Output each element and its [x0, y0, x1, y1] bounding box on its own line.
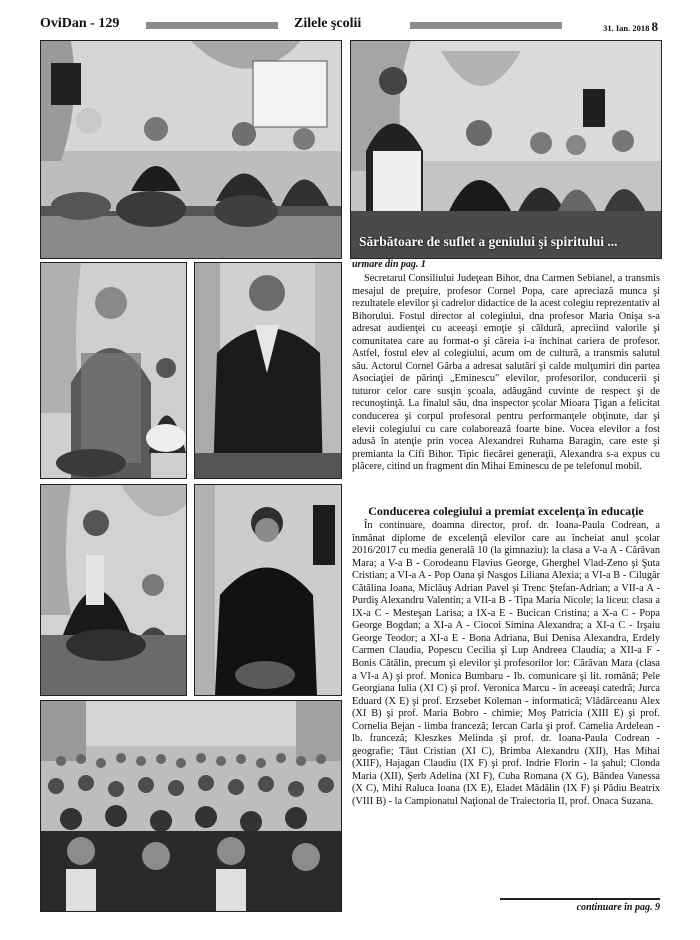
continued-from-label: urmare din pag. 1	[352, 259, 426, 270]
photo-presidium-left	[40, 40, 342, 259]
photo-elder-woman-speaking	[194, 484, 342, 696]
continued-from-rule	[352, 258, 412, 259]
header-bar-right	[410, 22, 562, 29]
publication-issue: OviDan - 129	[40, 16, 120, 31]
article-subheading: Conducerea colegiului a premiat excelenţa în educaţie	[368, 504, 644, 518]
article-paragraph: Secretarul Consiliului Judeţean Bihor, dna Carmen Sebianel, a transmis mesajul de preţuire, profesor Cornel Popa, care apreciază munca şi rezultatele elevilor şi cadrelor didactice de la acest colegiu reprezentativ al Bihorului. Fostul director al colegiului, dna profesor Maria Onişa s-a adresat audienţei cu aceeaşi emoţie şi căldură, apreciind valorile şi comunitatea care au format-o şi căreia i-a închinat cariera de profesor. Astfel, fostul elev al colegiului, acum om de cultură, a transmis salutul său. Actorul Cornel Gârba a adresat salutări şi calde mulţumiri din partea Asociaţiei de părinţi „Eminescu" elevilor, profesorilor, conducerii şi tuturor celor care susţin şcoala, adăugând cuvinte de respect şi de recunoştinţă. La finalul său, dna inspector şcolar Mioara Ţigan a felicitat conducerea şi corpul profesoral pentru performanţele obţinute, dar şi elevii colegiului cu care colaborează foarte bine. Vocea elevilor a fost adusă în atenţie prin vocea Alexandrei Ruhama Baragin, care este şi premianta la Cifi Bihor. Tipic fiecărei generaţii, Alexandra s-a expus cu plăcere, citind un fragment din Mihai Eminescu de pe telefonul mobil.	[352, 273, 660, 473]
issue-date: 31. Ian. 2018	[603, 23, 650, 33]
photo-presidium-speaker	[350, 40, 662, 259]
article-paragraph-2: În continuare, doamna director, prof. dr. Ioana-Paula Codrean, a înmânat diplome de excelenţă elevilor care au încheiat anul şcolar 2016/2017 cu media generală 10 (la gimnaziu): la clasa a V-a A - Cărăvan Mara; a V-a B - Corodeanu Flavius George, Gherghel Vlad-Zeno şi Şuta Cristian; a VI-a A - Pop Oana şi Nasgos Liliana Alexia; a VI-a B - Cilugăr Cătălina Ioana, Miclăuş Adrian Pavel şi Trenc Ştefan-Adrian; a VII-a A - Purdiş Alexandru Valentin; a VII-a B - Tipa Maria Nicole; la liceu: clasa a IX-a C - Mesteşan Larisa; a IX-a E - Bucican Cristina; a X-a C - Popa George Bogdan; a XI-a A - Ciocoi Simina Alexandra; a XI-a C - Irşaiu George Teodor; a XI-a E - Bona Adriana, Bui Denisa Alexandra, Erdely Carmen Claudia, Popescu Cecilia şi Lup Andreea Claudia; a XII-a F - Bonis Cătălin, precum şi elevilor şi profesorilor lor: Cărăvan Mara (clasa a VI-a A) şi prof. Monica Bumbaru - Ib. comunicare şi lit. română; Pele Georgiana Iulia (XI C) şi prof. Veronica Marcu - în aceeaşi catedră; Jurca Eduard (X E) şi prof. Erzsebet Koleman - informatică; Vlădărceanu Alex (XI B) şi prof. Maria Bobro - chimie; Moş Patricia (XIII E) şi prof. Cornelia Bejan - limba franceză; Iercan Carla şi prof. Camelia Ardelean - lb. franceză; Kleszkes Melinda şi prof. dr. Ioana-Paula Codrean - geografie; Tăut Cristian (XI C), Brimba Alexandru (XII), Has Mihai (XIIF), Hajagan Claudiu (IX F) şi prof. Indrie Florin - la şahul; Clonda Maria (XII), Şerb Adelina (XI F), Cuba Romana (X G), Bândea Vanessa (X C), Mihi Raluca Ioana (IX E), Eladet Mădălin (IX F) şi Pădiu Beatrix (VIII B) - la Campionatul Naţional de Traiectoria II, prof. Onaca Suzana.	[352, 520, 660, 808]
photo-man-speaking	[194, 262, 342, 479]
footer-rule	[500, 898, 660, 900]
section-title: Zilele şcolii	[294, 16, 362, 31]
continued-on-label: continuare în pag. 9	[576, 902, 660, 913]
photo-woman-speaking	[40, 262, 187, 479]
photo-audience	[40, 700, 342, 912]
page-header	[40, 14, 660, 36]
article-body-2	[352, 520, 660, 809]
page-number: 8	[651, 19, 658, 34]
photo-caption: Sărbătoare de suflet a geniului şi spiritului ...	[359, 234, 618, 249]
article-body	[352, 273, 660, 474]
photo-woman-microphone	[40, 484, 187, 696]
issue-date-and-page	[603, 19, 658, 35]
header-bar-left	[146, 22, 278, 29]
